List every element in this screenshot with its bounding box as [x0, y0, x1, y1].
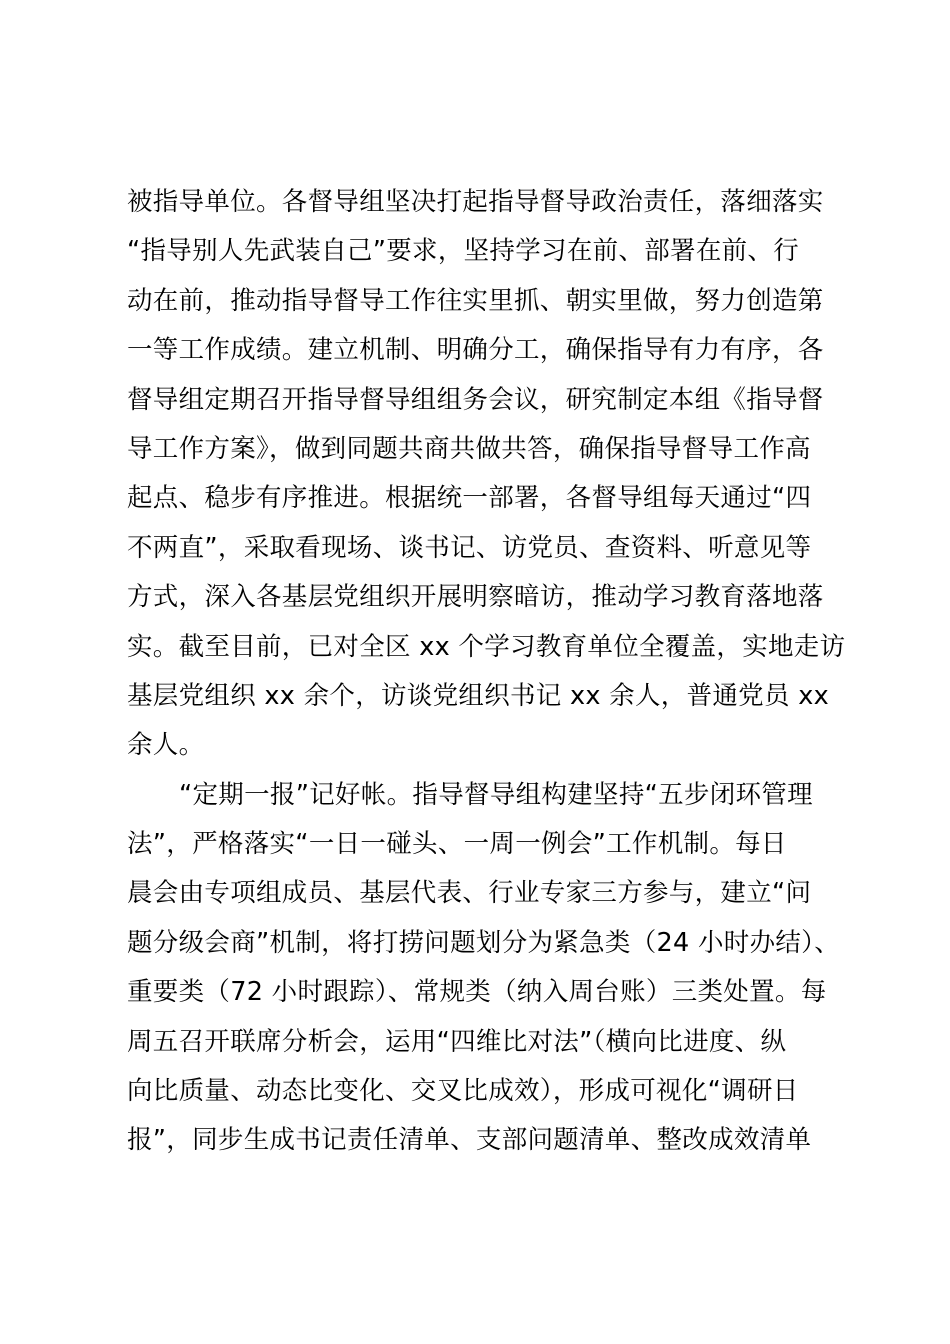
body-text — [127, 178, 847, 1166]
text-line: 报”，同步生成书记责任清单、支部问题清单、整改成效清单 — [127, 1125, 812, 1156]
text-line: 实。截至目前，已对全区 xx 个学习教育单位全覆盖，实地走访 — [127, 631, 846, 662]
text-line: 动在前，推动指导督导工作往实里抓、朝实里做，努力创造第 — [127, 285, 824, 316]
text-line: 起点、稳步有序推进。根据统一部署，各督导组每天通过“四 — [127, 483, 812, 514]
text-line: 基层党组织 xx 余个，访谈党组织书记 xx 余人，普通党员 xx — [127, 680, 829, 711]
text-line: 重要类（72 小时跟踪）、常规类（纳入周台账）三类处置。每 — [127, 977, 827, 1008]
text-line: 被指导单位。各督导组坚决打起指导督导政治责任，落细落实 — [127, 187, 824, 217]
text-line: 题分级会商”机制，将打捞问题划分为紧急类（24 小时办结）、 — [127, 927, 841, 958]
text-line: 不两直”，采取看现场、谈书记、访党员、查资料、听意见等 — [127, 532, 812, 563]
text-line: 向比质量、动态比变化、交叉比成效），形成可视化“调研日 — [127, 1076, 799, 1107]
paragraph-heading-line: “定期一报”记好帐。指导督导组构建坚持“五步闭环管理 — [179, 779, 813, 810]
text-line: 督导组定期召开指导督导组组务会议，研究制定本组《指导督 — [127, 384, 824, 415]
text-line: 周五召开联席分析会，运用“四维比对法”（横向比进度、纵 — [127, 1026, 787, 1057]
text-line: 晨会由专项组成员、基层代表、行业专家三方参与，建立“问 — [127, 878, 812, 909]
text-line: 一等工作成绩。建立机制、明确分工，确保指导有力有序，各 — [127, 335, 824, 366]
text-line: 方式，深入各基层党组织开展明察暗访，推动学习教育落地落 — [127, 582, 824, 613]
text-line: “指导别人先武装自己”要求，坚持学习在前、部署在前、行 — [127, 236, 800, 267]
text-line: 导工作方案》，做到同题共商共做共答，确保指导督导工作高 — [127, 433, 811, 464]
text-line: 法”，严格落实“一日一碰头、一周一例会”工作机制。每日 — [127, 829, 787, 860]
text-line: 余人。 — [127, 730, 205, 761]
